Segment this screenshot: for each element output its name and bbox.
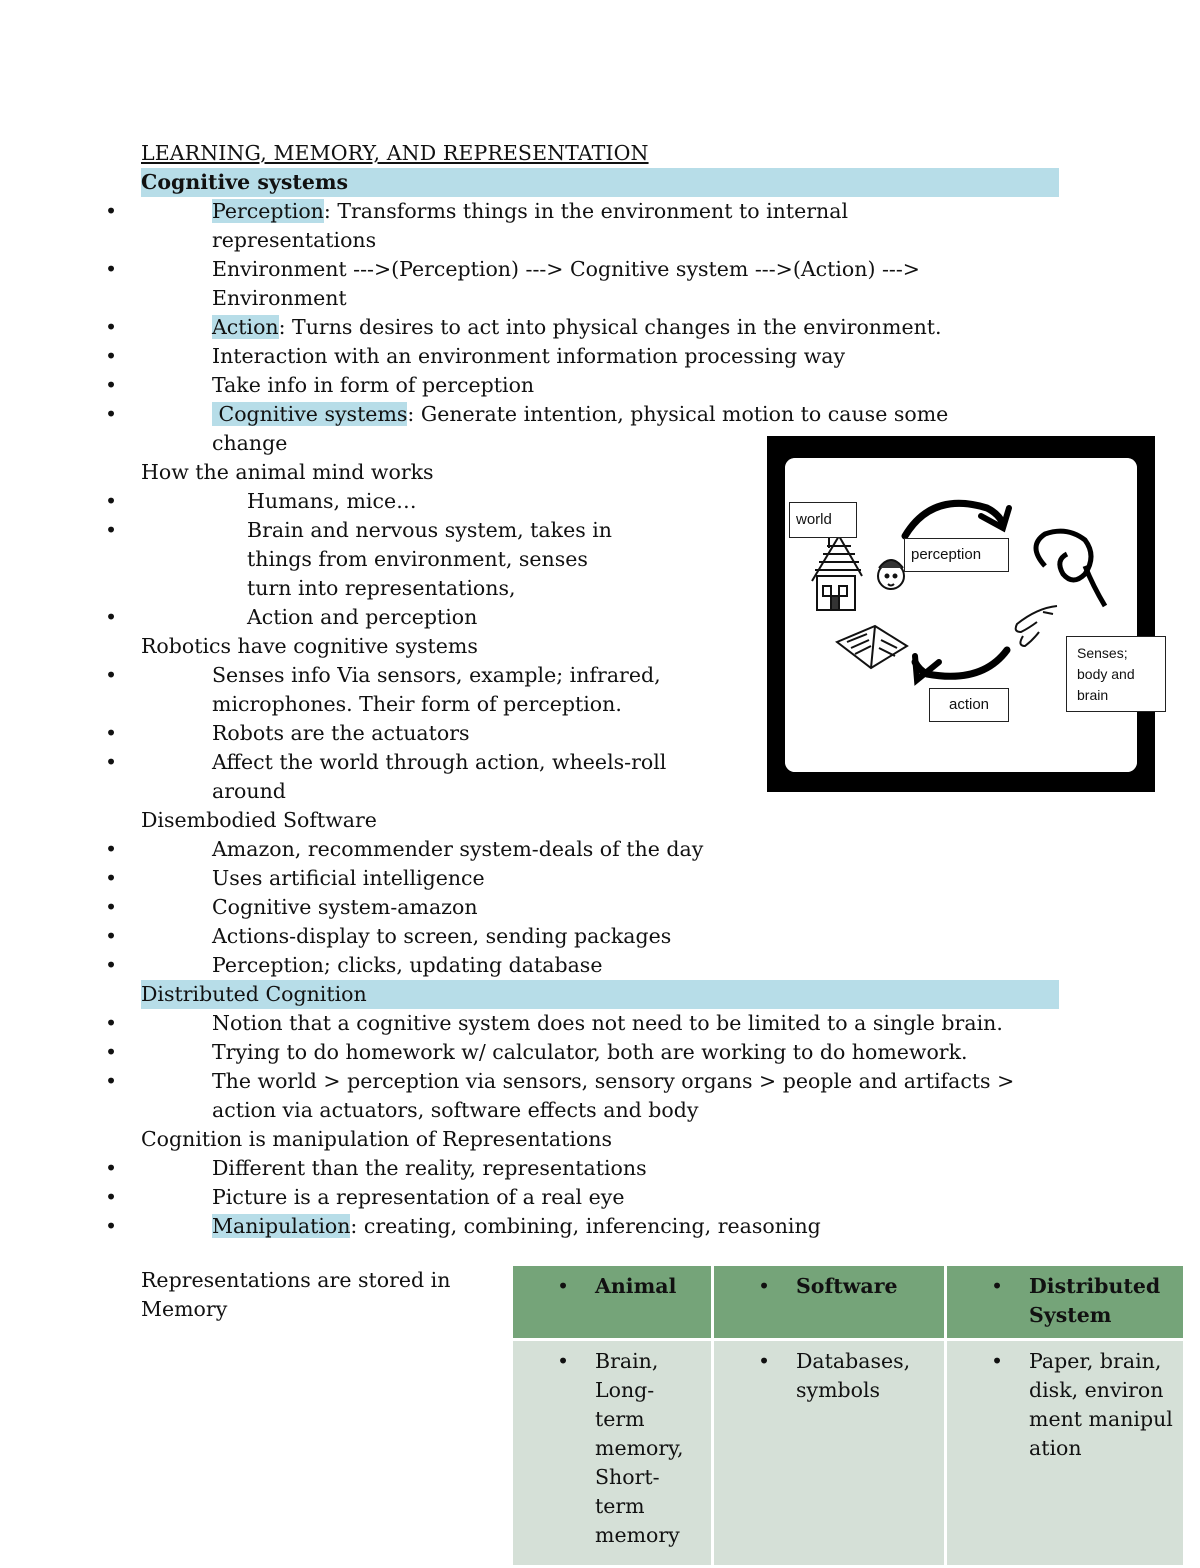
book-icon [837,626,907,668]
highlighted-term: Perception [212,199,324,223]
manipulation-list [141,1154,1081,1241]
list-item: • Perception; clicks, updating database [141,951,1081,980]
section-heading-distributed: Distributed Cognition [141,980,1059,1009]
list-item: • Action and perception [141,603,807,632]
header-distributed-system: • Distributed System [947,1272,1173,1330]
list-item: • Different than the reality, representations [141,1154,1081,1183]
figure-drawing [767,436,1155,792]
document-title: LEARNING, MEMORY, AND REPRESENTATION [141,141,649,165]
list-item: • Picture is a representation of a real eye [141,1183,1081,1212]
list-item: • The world > perception via sensors, sensory organs > people and artifacts > action via actuators, software effects and body [141,1067,1062,1125]
list-item: • Take info in form of perception [141,371,1081,400]
list-item-text: : Generate intention, physical motion to cause some [407,402,949,426]
section-heading-manipulation: Cognition is manipulation of Representations [141,1127,612,1151]
section-heading-cognitive-systems: Cognitive systems [141,168,1059,197]
arrow-to-world-icon [915,650,1007,680]
list-item: • Notion that a cognitive system does not need to be limited to a single brain. [141,1009,1081,1038]
list-item: • Affect the world through action, wheels-roll around [141,748,702,806]
section-heading-robotics: Robotics have cognitive systems [141,634,478,658]
list-item-continuation: change [212,431,288,455]
list-item [141,400,1081,429]
table-cell [947,1341,1183,1565]
cell-software: • Databases, symbols [714,1347,934,1405]
cell-distributed-system: • Paper, brain, disk, environment manipulation [947,1347,1173,1463]
section-heading-animal-mind: How the animal mind works [141,460,434,484]
cell-animal: • Brain, Long-term memory, Short-term memory [513,1347,701,1550]
list-item: • Brain and nervous system, takes in things from environment, senses turn into representations, [141,516,627,603]
list-item-text: : Turns desires to act into physical changes in the environment. [278,315,942,339]
list-item-continuation: representations [212,228,377,252]
hand-icon [1016,606,1057,646]
cognition-cycle-figure [767,436,1155,792]
list-item-continuation: Environment [212,286,347,310]
section-heading-disembodied: Disembodied Software [141,808,377,832]
highlighted-term: Action [212,315,279,339]
list-item: • Robots are the actuators [141,719,772,748]
header-software: • Software [714,1272,934,1301]
list-item: • Cognitive system-amazon [141,893,1081,922]
header-animal: • Animal [513,1272,701,1301]
figure-label-world: world [789,502,857,538]
figure-label-senses: Senses; body and brain [1066,636,1166,712]
house-icon [812,531,862,610]
table-header-cell [947,1266,1183,1338]
list-item-text: : Transforms things in the environment to internal [323,199,849,223]
figure-label-perception: perception [904,538,1009,572]
list-item: • Trying to do homework w/ calculator, both are working to do homework. [141,1038,1081,1067]
list-item: • Uses artificial intelligence [141,864,1081,893]
table-cell [714,1341,944,1565]
table-header-cell [513,1266,711,1338]
list-item: • Actions-display to screen, sending packages [141,922,1081,951]
cognitive-systems-list [141,197,1081,458]
brain-icon [1036,531,1105,606]
distributed-list [141,1009,1081,1125]
memory-table [510,1263,1186,1568]
arrow-to-perception-icon [905,503,1009,536]
list-item [141,313,1081,342]
highlighted-term: Manipulation [212,1214,351,1238]
table-cell [513,1341,711,1565]
list-item: • Amazon, recommender system-deals of the day [141,835,1081,864]
table-header-row [513,1266,1183,1338]
list-item: • Environment --->(Perception) ---> Cognitive system --->(Action) ---> [141,255,1081,284]
highlighted-term: Cognitive systems [212,402,408,426]
table-row [513,1341,1183,1565]
figure-label-action: action [929,688,1009,722]
list-item [141,197,1081,226]
disembodied-list [141,835,1081,980]
list-item: • Interaction with an environment information processing way [141,342,1081,371]
list-item: • Senses info Via sensors, example; infrared, microphones. Their form of perception. [141,661,692,719]
list-item: • Humans, mice… [141,487,807,516]
memory-label: Representations are stored in Memory [141,1268,451,1321]
person-face-icon [878,560,904,589]
list-item-text: : creating, combining, inferencing, reasoning [350,1214,821,1238]
table-header-cell [714,1266,944,1338]
list-item [141,1212,1081,1241]
